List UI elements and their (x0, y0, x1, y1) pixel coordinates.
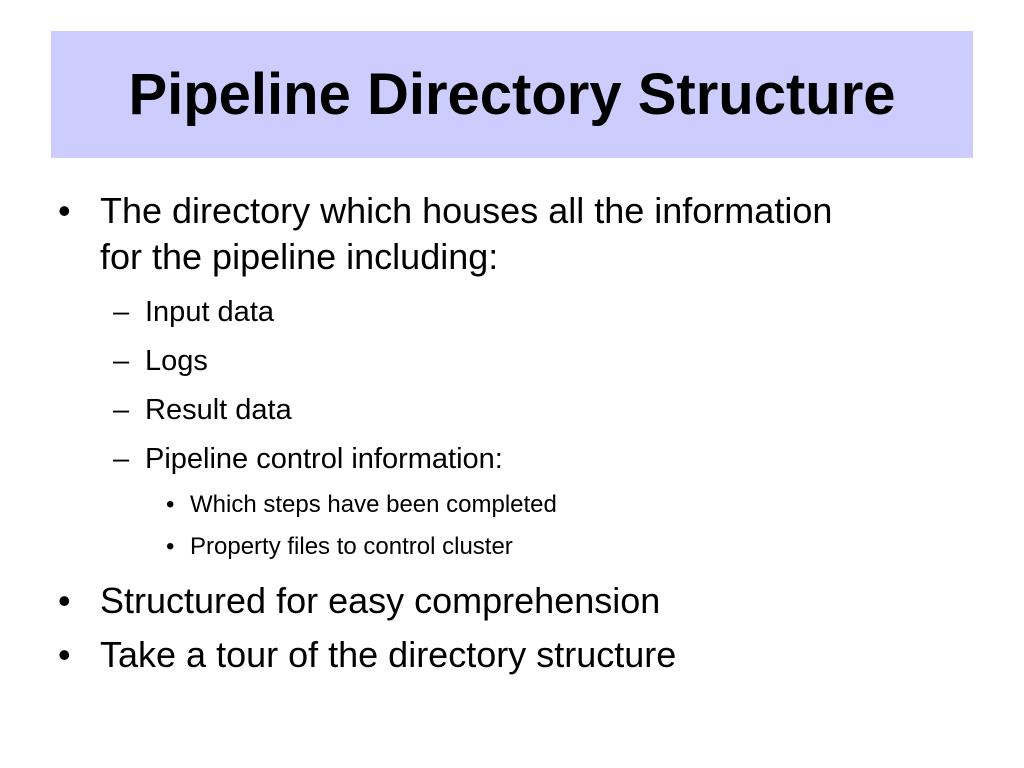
bullet-marker: • (58, 190, 71, 231)
sub-bullet-item (58, 435, 958, 484)
bullet-marker: • (58, 634, 71, 675)
dash-marker: – (113, 394, 130, 426)
dash-marker: – (113, 296, 130, 328)
bullet-marker: • (166, 491, 175, 518)
bullet-text: Structured for easy comprehension (100, 580, 661, 621)
spacer (58, 568, 958, 578)
sub-sub-bullet-item (58, 526, 958, 568)
title-banner (51, 31, 973, 158)
dash-marker: – (113, 345, 130, 377)
sub-bullet-text: Input data (145, 296, 274, 328)
slide-body (58, 188, 958, 686)
bullet-text: Take a tour of the directory structure (100, 634, 677, 675)
sub-bullet-text: Logs (145, 345, 208, 377)
sub-sub-bullet-text: Which steps have been completed (190, 491, 557, 518)
sub-bullet-item (58, 337, 958, 386)
sub-sub-bullet-text: Property files to control cluster (190, 533, 513, 560)
sub-sub-bullet-item (58, 484, 958, 526)
sub-bullet-item (58, 288, 958, 337)
sub-bullet-item (58, 386, 958, 435)
bullet-marker: • (166, 533, 175, 560)
bullet-item (58, 578, 958, 624)
bullet-marker: • (58, 580, 71, 621)
bullet-item (58, 632, 958, 678)
sub-bullet-text: Pipeline control information: (145, 443, 503, 475)
sub-bullet-text: Result data (145, 394, 292, 426)
slide-title: Pipeline Directory Structure (128, 61, 896, 127)
bullet-item (58, 188, 958, 280)
bullet-text-line-1: The directory which houses all the information (100, 190, 833, 231)
bullet-text-line-2: for the pipeline including: (100, 236, 499, 277)
dash-marker: – (113, 443, 130, 475)
